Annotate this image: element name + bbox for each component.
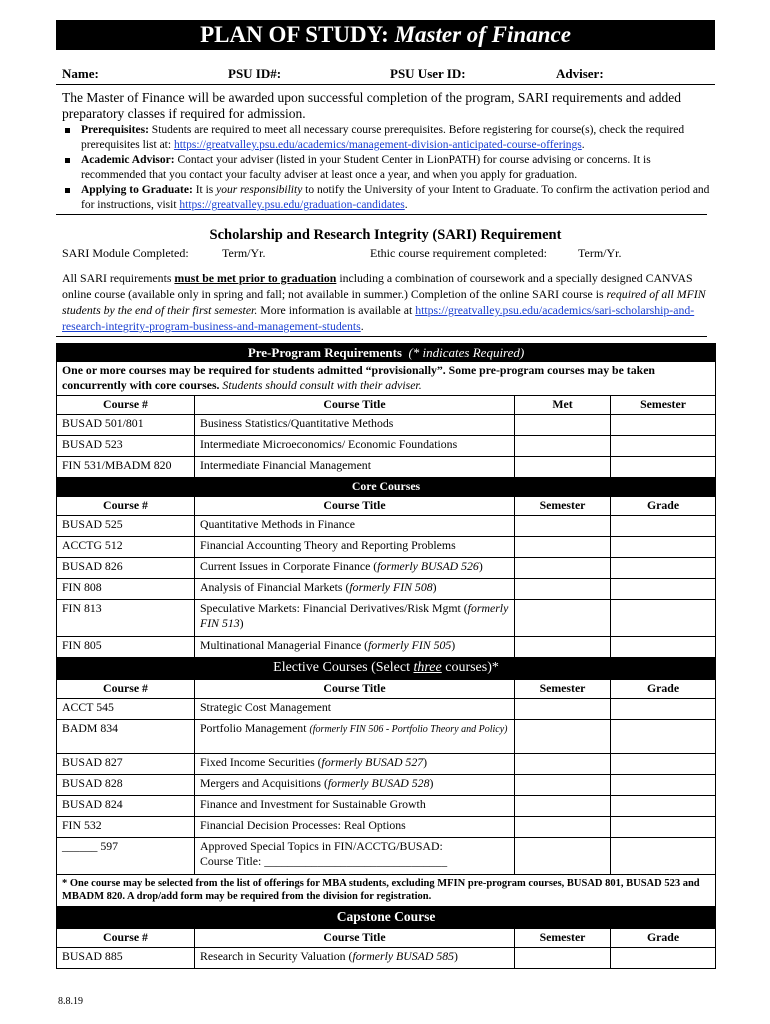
bullet-label: Academic Advisor:	[81, 154, 175, 166]
column-header: Course Title	[195, 929, 515, 948]
column-header: Course #	[57, 497, 195, 516]
list-item	[62, 183, 712, 213]
divider	[56, 84, 715, 85]
course-number: ACCTG 512	[57, 537, 195, 558]
bullet-square-icon	[65, 128, 70, 133]
semester-cell[interactable]	[515, 754, 611, 775]
elective-footnote: * One course may be selected from the list of offerings for MBA students, excluding MFIN pre-program courses, BUSAD 801, BUSAD 523 and MBADM 820. A drop/add form may be required from the division for registration.	[57, 875, 716, 907]
semester-cell[interactable]	[515, 775, 611, 796]
table-row	[57, 948, 716, 969]
title-main: PLAN OF STUDY:	[200, 22, 389, 47]
column-header: Grade	[611, 929, 716, 948]
course-title: Fixed Income Securities (formerly BUSAD 527)	[195, 754, 515, 775]
term-year-label: Term/Yr.	[222, 246, 266, 260]
course-title: Approved Special Topics in FIN/ACCTG/BUSAD: Course Title: _______________________________	[195, 838, 515, 875]
course-number: BUSAD 525	[57, 516, 195, 537]
semester-cell[interactable]	[515, 600, 611, 637]
column-header-row	[57, 396, 716, 415]
course-title: Portfolio Management (formerly FIN 506 - Portfolio Theory and Policy)	[195, 720, 515, 754]
grade-cell[interactable]	[611, 579, 716, 600]
column-header: Met	[515, 396, 611, 415]
section-header-row	[57, 907, 716, 929]
column-header: Semester	[515, 929, 611, 948]
semester-cell[interactable]	[515, 796, 611, 817]
column-header: Course Title	[195, 680, 515, 699]
grade-cell[interactable]	[611, 600, 716, 637]
table-row	[57, 457, 716, 478]
grade-cell[interactable]	[611, 699, 716, 720]
course-title: Analysis of Financial Markets (formerly FIN 508)	[195, 579, 515, 600]
course-number: ______ 597	[57, 838, 195, 875]
column-header: Course #	[57, 396, 195, 415]
bullet-text: It is	[195, 184, 217, 196]
course-number: BUSAD 824	[57, 796, 195, 817]
semester-cell[interactable]	[515, 537, 611, 558]
column-header: Course #	[57, 929, 195, 948]
bullet-text: Students are required to meet all necessary course prerequisites. Before registering for course(s), check the required prerequisites list at:	[81, 124, 685, 151]
grade-cell[interactable]	[611, 720, 716, 754]
table-row	[57, 754, 716, 775]
sari-info-link[interactable]: https://greatvalley.psu.edu/academics/sari-scholarship-and-research-integrity-program-business-and-management-students	[62, 303, 695, 333]
course-title: Strategic Cost Management	[195, 699, 515, 720]
semester-cell[interactable]	[611, 415, 716, 436]
column-header: Course #	[57, 680, 195, 699]
course-title: Mergers and Acquisitions (formerly BUSAD 528)	[195, 775, 515, 796]
table-row	[57, 775, 716, 796]
list-item	[62, 153, 712, 183]
course-number: FIN 532	[57, 817, 195, 838]
elective-courses-heading: Elective Courses (Select three courses)*	[57, 658, 716, 680]
name-field-label: Name:	[62, 66, 99, 81]
course-number: BADM 834	[57, 720, 195, 754]
divider	[56, 336, 707, 337]
grade-cell[interactable]	[611, 558, 716, 579]
course-number: FIN 805	[57, 637, 195, 658]
course-plan-table	[56, 343, 716, 969]
sari-text: More information is available at	[257, 303, 416, 317]
table-row	[57, 362, 716, 396]
section-header-row	[57, 344, 716, 362]
grade-cell[interactable]	[611, 754, 716, 775]
column-header: Grade	[611, 680, 716, 699]
semester-cell[interactable]	[515, 579, 611, 600]
term-year-label: Term/Yr.	[578, 246, 622, 260]
capstone-heading: Capstone Course	[57, 907, 716, 929]
course-title: Research in Security Valuation (formerly BUSAD 585)	[195, 948, 515, 969]
punctuation: .	[404, 199, 408, 211]
table-row	[57, 796, 716, 817]
intro-paragraph: The Master of Finance will be awarded upon successful completion of the program, SARI requirements and added preparatory classes if required for admission.	[62, 90, 681, 121]
semester-cell[interactable]	[515, 838, 611, 875]
sari-completion-row	[62, 246, 712, 262]
course-number: FIN 531/MBADM 820	[57, 457, 195, 478]
course-title: Financial Accounting Theory and Reporting Problems	[195, 537, 515, 558]
bullet-square-icon	[65, 158, 70, 163]
title-program: Master of Finance	[394, 22, 571, 47]
course-number: ACCT 545	[57, 699, 195, 720]
table-row	[57, 558, 716, 579]
bullet-text: to notify the University of your Intent to Graduate. To confirm the activation period and for instructions, visit	[81, 184, 710, 211]
revision-date: 8.8.19	[58, 996, 83, 1007]
table-row	[57, 720, 716, 754]
section-header-row	[57, 658, 716, 680]
bullet-label: Applying to Graduate:	[81, 184, 193, 196]
page-title-banner	[56, 20, 715, 50]
bullet-label: Prerequisites:	[81, 124, 149, 136]
course-number: FIN 813	[57, 600, 195, 637]
bullet-square-icon	[65, 188, 70, 193]
semester-cell[interactable]	[515, 637, 611, 658]
core-courses-heading: Core Courses	[57, 478, 716, 497]
psu-id-field-label: PSU ID#:	[228, 66, 282, 81]
course-title: Current Issues in Corporate Finance (formerly BUSAD 526)	[195, 558, 515, 579]
table-row	[57, 537, 716, 558]
column-header: Course Title	[195, 396, 515, 415]
table-row	[57, 436, 716, 457]
course-title: Finance and Investment for Sustainable Growth	[195, 796, 515, 817]
course-number: FIN 808	[57, 579, 195, 600]
ethic-course-label: Ethic course requirement completed:	[370, 246, 547, 260]
column-header: Semester	[611, 396, 716, 415]
course-title: Business Statistics/Quantitative Methods	[195, 415, 515, 436]
table-row	[57, 516, 716, 537]
course-number: BUSAD 501/801	[57, 415, 195, 436]
table-row	[57, 838, 716, 875]
column-header-row	[57, 929, 716, 948]
grade-cell[interactable]	[611, 637, 716, 658]
grade-cell[interactable]	[611, 796, 716, 817]
grade-cell[interactable]	[611, 516, 716, 537]
divider	[56, 214, 707, 215]
punctuation: .	[360, 319, 364, 333]
semester-cell[interactable]	[515, 558, 611, 579]
column-header: Grade	[611, 497, 716, 516]
table-row	[57, 415, 716, 436]
section-header-row	[57, 478, 716, 497]
sari-italic: required of all MFIN students by the end of their first semester.	[62, 287, 706, 317]
column-header: Semester	[515, 680, 611, 699]
course-title: Intermediate Microeconomics/ Economic Foundations	[195, 436, 515, 457]
semester-cell[interactable]	[515, 699, 611, 720]
course-number: BUSAD 826	[57, 558, 195, 579]
course-number: BUSAD 885	[57, 948, 195, 969]
course-title: Multinational Managerial Finance (formerly FIN 505)	[195, 637, 515, 658]
semester-cell[interactable]	[515, 720, 611, 754]
column-header: Semester	[515, 497, 611, 516]
sari-emphasis: must be met prior to graduation	[174, 271, 337, 285]
prerequisites-link[interactable]: https://greatvalley.psu.edu/academics/management-division-anticipated-course-offerings	[173, 139, 582, 151]
grade-cell[interactable]	[611, 775, 716, 796]
pre-program-note: One or more courses may be required for students admitted “provisionally”. Some pre-program courses may be taken concurrently with core courses. Students should consult with their adviser.	[57, 362, 716, 396]
grade-cell[interactable]	[611, 948, 716, 969]
semester-cell[interactable]	[515, 948, 611, 969]
course-number: BUSAD 827	[57, 754, 195, 775]
bullet-emphasis: your responsibility	[216, 184, 303, 196]
course-title: Intermediate Financial Management	[195, 457, 515, 478]
sari-paragraph	[62, 270, 712, 334]
course-title: Speculative Markets: Financial Derivatives/Risk Mgmt (formerly FIN 513)	[195, 600, 515, 637]
list-item	[62, 123, 712, 153]
column-header-row	[57, 680, 716, 699]
sari-module-label: SARI Module Completed:	[62, 246, 189, 260]
table-row	[57, 600, 716, 637]
met-cell[interactable]	[515, 415, 611, 436]
semester-cell[interactable]	[611, 436, 716, 457]
semester-cell[interactable]	[515, 516, 611, 537]
table-row	[57, 637, 716, 658]
course-title: Financial Decision Processes: Real Options	[195, 817, 515, 838]
course-number: BUSAD 523	[57, 436, 195, 457]
table-row	[57, 579, 716, 600]
requirements-list	[62, 123, 712, 213]
grade-cell[interactable]	[611, 537, 716, 558]
adviser-field-label: Adviser:	[556, 66, 604, 81]
grade-cell[interactable]	[611, 838, 716, 875]
student-info-row	[62, 66, 712, 84]
grade-cell[interactable]	[611, 817, 716, 838]
sari-text: including a combination of coursework and a specially designed CANVAS online course (available only in spring and fall; not available in summer.) Completion of the online SARI course is	[62, 271, 693, 301]
semester-cell[interactable]	[611, 457, 716, 478]
semester-cell[interactable]	[515, 817, 611, 838]
punctuation: .	[581, 139, 585, 151]
column-header: Course Title	[195, 497, 515, 516]
met-cell[interactable]	[515, 457, 611, 478]
table-row	[57, 875, 716, 907]
bullet-text: Contact your adviser (listed in your Student Center in LionPATH) for course advising or concerns. It is recommended that you contact your faculty adviser at least once a year, and when you apply for graduation.	[81, 154, 651, 181]
course-number: BUSAD 828	[57, 775, 195, 796]
sari-heading: Scholarship and Research Integrity (SARI) Requirement	[209, 227, 562, 243]
table-row	[57, 817, 716, 838]
pre-program-heading: Pre-Program Requirements (* indicates Required)	[57, 344, 716, 362]
met-cell[interactable]	[515, 436, 611, 457]
course-title: Quantitative Methods in Finance	[195, 516, 515, 537]
psu-user-id-field-label: PSU User ID:	[390, 66, 466, 81]
sari-text: All SARI requirements	[62, 271, 175, 285]
table-row	[57, 699, 716, 720]
column-header-row	[57, 497, 716, 516]
graduation-candidates-link[interactable]: https://greatvalley.psu.edu/graduation-candidates	[179, 199, 405, 211]
